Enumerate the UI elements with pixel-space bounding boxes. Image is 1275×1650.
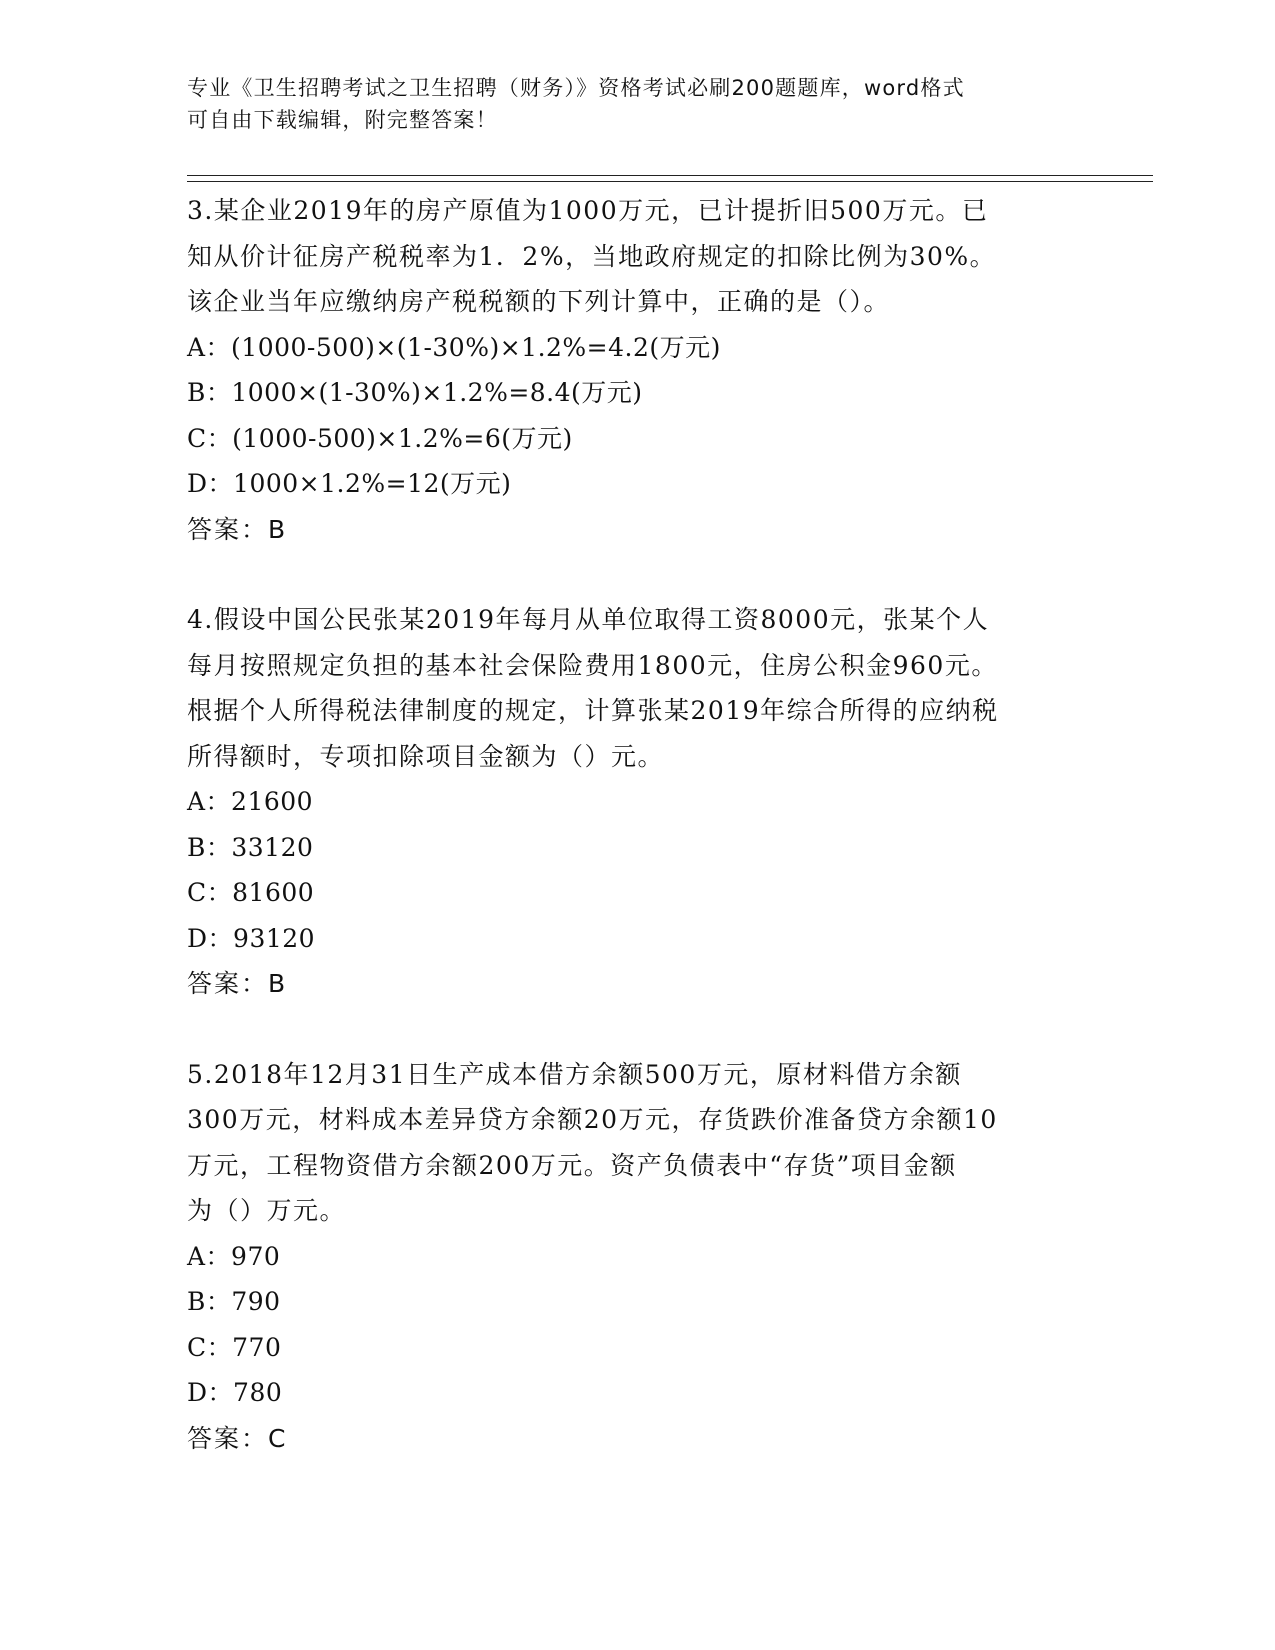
option-c: C：(1000-500)×1.2%=6(万元) — [187, 423, 573, 453]
answer-value: B — [268, 514, 286, 544]
option-d: D：1000×1.2%=12(万元) — [187, 469, 512, 498]
question-stem-line: 4.假设中国公民张某2019年每月从单位取得工资8000元，张某个人 — [187, 605, 990, 634]
question-spacer — [187, 1007, 1087, 1052]
question-stem-line: 3.某企业2019年的房产原值为1000万元，已计提折旧500万元。已 — [187, 196, 989, 225]
answer-value: C — [268, 1423, 286, 1453]
question-stem-line: 300万元，材料成本差异贷方余额20万元，存货跌价准备贷方余额10 — [187, 1105, 998, 1134]
option-a: A：(1000-500)×(1-30%)×1.2%=4.2(万元) — [187, 332, 721, 362]
header-line-1: 专业《卫生招聘考试之卫生招聘（财务）》资格考试必刷200题题库，word格式 — [187, 76, 965, 100]
question-stem-line: 每月按照规定负担的基本社会保险费用1800元，住房公积金960元。 — [187, 650, 998, 680]
option-a: A：21600 — [187, 787, 314, 816]
question-4 — [187, 597, 1087, 1007]
question-stem-line: 5.2018年12月31日生产成本借方余额500万元，原材料借方余额 — [187, 1059, 962, 1089]
question-stem-line: 知从价计征房产税税率为1．2%，当地政府规定的扣除比例为30%。 — [187, 241, 997, 271]
option-d: D：780 — [187, 1378, 283, 1407]
option-d: D：93120 — [187, 923, 316, 953]
option-b: B：33120 — [187, 832, 314, 862]
question-stem-line: 根据个人所得税法律制度的规定，计算张某2019年综合所得的应纳税 — [187, 696, 999, 725]
option-c: C：81600 — [187, 878, 315, 907]
header-divider-top — [187, 175, 1153, 176]
answer-line — [187, 1416, 1087, 1462]
document-header — [187, 72, 1067, 136]
question-spacer — [187, 552, 1087, 597]
answer-label: 答案： — [187, 514, 269, 544]
header-line-2: 可自由下载编辑，附完整答案！ — [187, 108, 498, 132]
header-divider-bottom — [187, 181, 1153, 182]
question-3 — [187, 188, 1087, 552]
answer-label: 答案： — [187, 1423, 269, 1453]
question-stem-line: 该企业当年应缴纳房产税税额的下列计算中，正确的是（）。 — [187, 287, 891, 316]
question-list — [187, 188, 1087, 1461]
question-stem-line: 万元，工程物资借方余额200万元。资产负债表中“存货”项目金额 — [187, 1150, 957, 1180]
option-a: A：970 — [187, 1241, 281, 1271]
question-stem-line: 所得额时，专项扣除项目金额为（）元。 — [187, 741, 665, 771]
answer-line — [187, 507, 1087, 553]
option-b: B：1000×(1-30%)×1.2%=8.4(万元) — [187, 378, 643, 407]
answer-line — [187, 961, 1087, 1007]
option-c: C：770 — [187, 1332, 282, 1362]
answer-label: 答案： — [187, 969, 269, 998]
question-5 — [187, 1052, 1087, 1462]
answer-value: B — [268, 969, 286, 998]
option-b: B：790 — [187, 1287, 281, 1316]
question-stem-line: 为（）万元。 — [187, 1196, 347, 1225]
